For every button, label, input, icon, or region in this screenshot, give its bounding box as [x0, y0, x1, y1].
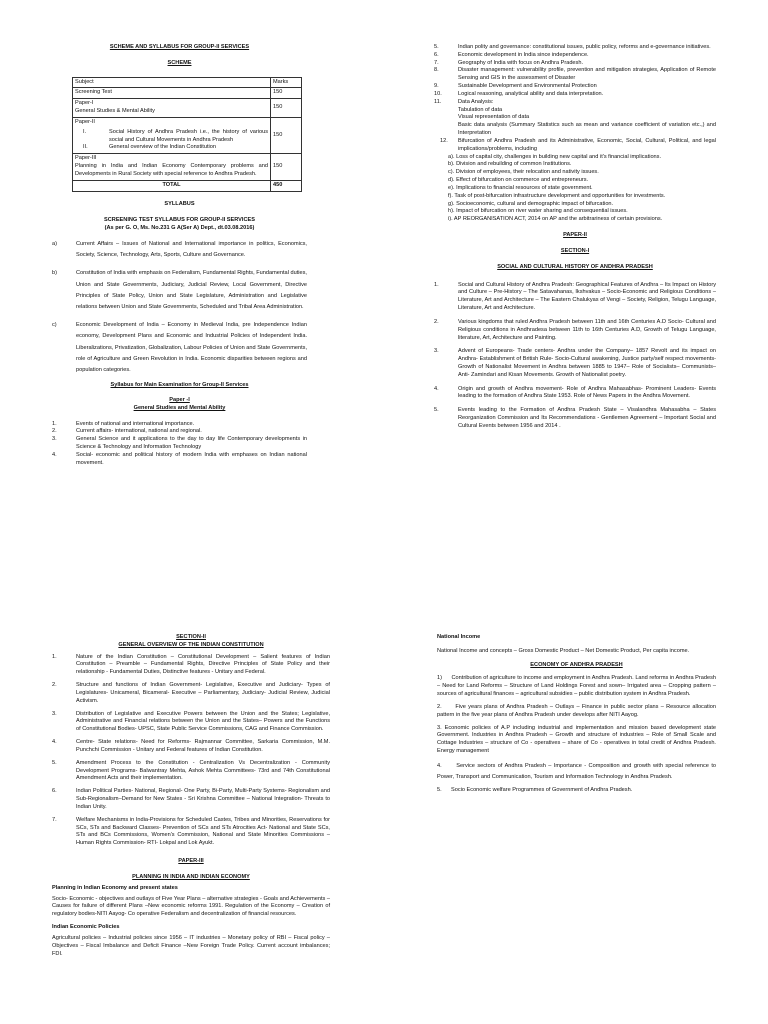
- data-analysis-line: Basic data analysis (Summary Statistics such as mean and variance coefficient of variation etc.,) and Interpretation: [458, 122, 716, 137]
- list-item-text: Social- economic and political history of modern India with emphases on Indian national movement.: [76, 451, 307, 466]
- table-cell: 150: [271, 88, 302, 99]
- list-item: [434, 83, 716, 91]
- list-item: [434, 282, 716, 313]
- list-item: [434, 52, 716, 60]
- list-item-number: 3.: [52, 710, 57, 717]
- list-item: [52, 788, 330, 811]
- paper1-list: [52, 421, 307, 468]
- section1-title: SOCIAL AND CULTURAL HISTORY OF ANDHRA PRADESH: [497, 263, 653, 270]
- list-item-text: Sustainable Development and Environmental Protection: [458, 83, 597, 90]
- list-item-text: Current Affairs – Issues of National and International importance in politics, Economics, Society, Science, Technology, Arts, Sports, Culture and Governance.: [76, 241, 307, 259]
- list-item: 1) Contribution of agriculture to income and employment in Andhra Pradesh. Land reforms in Andhra Pradesh – Need for Land Reforms – Structure of Land Holdings Forest and sown– Irrigated area – Cropping pattern – sources of agricultural finances – agricultural subsidies – public distribution system in Andhra Pradesh.: [437, 675, 718, 698]
- screening-list: [52, 239, 307, 376]
- list-item-number: 2.: [52, 428, 57, 435]
- planning-heading: Planning in Indian Economy and present states: [52, 884, 178, 891]
- national-income-text: National Income and concepts – Gross Domestic Product – Net Domestic Product, Per capita income.: [437, 647, 690, 654]
- paper-sub-item: [83, 144, 268, 152]
- list-item: [434, 67, 716, 83]
- sub-list-item: f). Task of post-bifurcation infrastructure development and opportunities for investments.: [448, 192, 666, 199]
- list-item-text: Economic Development of India – Economy in Medieval India, pre Independence Indian economy, Development Plans and Economic and Industrial Policies of Independent India. Liberalizations, Privatization, Globalization, Labour Policies of Union and State Governments, role of Agriculture and Green Revolution in India. Economic disparities between regions and population categories.: [76, 322, 307, 373]
- paper-label: Paper-II: [75, 118, 95, 125]
- list-item: [52, 760, 330, 783]
- list-item: [434, 319, 716, 342]
- list-item-number: 11.: [434, 98, 442, 105]
- data-analysis-line: Tabulation of data: [458, 106, 503, 113]
- table-row: [73, 88, 302, 99]
- list-item-text: Bifurcation of Andhra Pradesh and its Administrative, Economic, Social, Cultural, Political, and legal implications/problems, including: [458, 137, 716, 152]
- list-item: [52, 239, 307, 261]
- table-row: [73, 77, 302, 88]
- list-item-number: 2.: [52, 682, 57, 689]
- list-item-number: 6.: [434, 51, 439, 58]
- data-analysis-block: [458, 107, 716, 138]
- list-item-text: General Science and it applications to the day to day life Contemporary developments in Science & Technology and Information Technology: [76, 436, 307, 451]
- list-item: [434, 44, 716, 52]
- sub-list-item: i). AP REORGANISATION ACT, 2014 on AP and the arbitrariness of certain provisions.: [448, 216, 663, 223]
- section1-list: [434, 282, 716, 431]
- list-item: [434, 99, 716, 107]
- sub-list-item: g). Socioeconomic, cultural and demographic impact of bifurcation.: [448, 200, 614, 207]
- list-item: [52, 452, 307, 468]
- list-item: 4. Service sectors of Andhra Pradesh – Importance - Composition and growth with special reference to Power, Transport and Communication, Tourism and Information Technology in Andhra Pradesh.: [437, 762, 718, 780]
- list-item-number: 4.: [434, 385, 439, 392]
- table-row: [73, 180, 302, 191]
- sub-list-item: d). Effect of bifurcation on commerce and entrepreneurs.: [448, 177, 589, 184]
- list-item-number: 4.: [52, 451, 57, 458]
- list-item-number: 12.: [440, 137, 448, 144]
- table-cell: 450: [271, 180, 302, 191]
- table-cell: 150: [271, 117, 302, 153]
- section2-heading: SECTION-II: [176, 634, 206, 640]
- list-item: [434, 60, 716, 68]
- screening-title: SCREENING TEST SYLLABUS FOR GROUP-II SERVICES: [104, 217, 255, 224]
- list-item: [52, 268, 307, 313]
- paper-subject: General Studies & Mental Ability: [75, 108, 155, 115]
- list-item-number: a): [52, 241, 57, 248]
- list-item-number: 1.: [52, 653, 57, 660]
- list-item-number: 1.: [52, 420, 57, 427]
- planning-text: Socio- Economic - objectives and outlays of Five Year Plans – alternative strategies - Goals and Achievements – Causes for failure of different Plans –New economic reforms 1991. Regulation of the Economy – Creation of regulatory bodies-NITI Aayog- Co operative Federalism and decentralization of financial resources.: [52, 895, 330, 918]
- paper1-subtitle: General Studies and Mental Ability: [133, 404, 226, 411]
- list-item-number: 7.: [434, 59, 439, 66]
- list-item: [52, 436, 307, 452]
- scheme-table: [72, 77, 302, 192]
- list-item: [52, 817, 330, 848]
- table-cell: Marks: [271, 77, 302, 88]
- list-item-text: Data Analysis:: [458, 98, 494, 105]
- section2-list: [52, 654, 330, 848]
- paper-label: Paper-III: [75, 155, 97, 162]
- quadrant-bottom-left: [52, 634, 330, 958]
- table-cell: [73, 154, 271, 180]
- list-item-text: Structure and functions of Indian Government- Legislative, Executive and Judiciary- Types of Legislatures- Unicameral, Bicameral- Executive – Parliamentary, Judiciary- Judicial Review, Judicial Activism.: [76, 682, 330, 704]
- policies-heading: Indian Economic Policies: [52, 924, 120, 931]
- list-item-number: 4.: [52, 739, 57, 746]
- paper3-title: PLANNING IN INDIA AND INDIAN ECONOMY: [132, 873, 250, 880]
- sub-list-item: c). Division of employees, their relocation and nativity issues.: [448, 169, 599, 176]
- list-item-number: 2.: [434, 318, 439, 325]
- list-item: 5. Socio Economic welfare Programmes of Government of Andhra Pradesh.: [437, 787, 633, 794]
- list-item-number: c): [52, 322, 57, 329]
- list-item-text: Centre- State relations- Need for Reforms- Rajmannar Committee, Sarkaria Commission, M.M. Punchchi Commission - Unitary and Federal features of Indian Constitution.: [76, 739, 330, 753]
- list-item-number: 10.: [434, 90, 442, 97]
- table-row: [73, 117, 302, 153]
- list-item-number: 6.: [52, 788, 57, 795]
- quadrant-bottom-right: [437, 634, 716, 795]
- list-item-text: Disaster management: vulnerability profile, prevention and mitigation strategies, Application of Remote Sensing and GIS in the assessment of Disaster: [458, 67, 716, 82]
- list-item-text: Geography of India with focus on Andhra Pradesh.: [458, 59, 584, 66]
- list-item-text: Distribution of Legislative and Executive Powers between the Union and the States; Legislative, Administrative and Financial relations between the Union and the States– Powers and the Functions of Constitutional Bodies- UPSC, State Public Service Commissions, CAG and Finance Commission.: [76, 710, 330, 733]
- data-analysis-line: Visual representation of data: [458, 114, 530, 121]
- paper-label: Paper-I: [75, 100, 94, 107]
- list-item-text: Origin and growth of Andhra movement- Role of Andhra Mahasabhas- Prominent Leaders- Events leading to the formation of Andhra State 1953. Role of News Papers in the Andhra Movement.: [458, 385, 716, 400]
- sub-item-number: II.: [83, 144, 88, 151]
- list-item-text: Events of national and international importance.: [76, 420, 195, 427]
- main-exam-title: Syllabus for Main Examination for Group-II Services: [110, 382, 249, 389]
- list-item: [52, 421, 307, 429]
- quadrant-top-left: [52, 44, 307, 468]
- paper2-heading: PAPER-II: [563, 232, 587, 239]
- list-item-number: 9.: [434, 83, 439, 90]
- list-item-text: Constitution of India with emphasis on Federalism, Fundamental Rights, Fundamental duties, Union and State Governments, Judiciary, Judicial Review, Local Government, Directive Principles of State Policy, Union and State Legislature, Administration and Legislative relations between Union and State Governments, Scheduled and Tribal Area Administration.: [76, 270, 307, 311]
- table-row: [73, 154, 302, 180]
- list-item-number: 3.: [52, 436, 57, 443]
- list-item-number: b): [52, 270, 57, 277]
- table-cell: 150: [271, 99, 302, 118]
- table-cell: 150: [271, 154, 302, 180]
- list-item-number: 3.: [434, 348, 439, 355]
- sub-list-item: e). Implications to financial resources of state government.: [448, 184, 593, 191]
- policies-text: Agricultural policies – Industrial policies since 1956 – IT industries – Monetary policy of RBI – Fiscal policy – Objectives – Fiscal Imbalance and Deficit Finance –New Foreign Trade Policy. Current account imbalances; FDI.: [52, 934, 330, 957]
- section1-heading: SECTION-I: [560, 247, 590, 254]
- list-item: [52, 654, 330, 677]
- sub-item-text: General overview of the Indian Constitution: [109, 144, 216, 151]
- list-item: [52, 739, 330, 755]
- list-item: [52, 428, 307, 436]
- table-cell: Subject: [73, 77, 271, 88]
- table-cell: TOTAL: [73, 180, 271, 191]
- list-item-number: 5.: [434, 44, 439, 50]
- list-item-text: Nature of the Indian Constitution – Constitutional Development – Salient features of Indian Constitution – Preamble – Fundamental Rights, Directive Principles of State Policy and their relationship - Fundamental Duties, Distinctive features - Unitary and Federal.: [76, 653, 330, 676]
- list-item-number: 5.: [52, 759, 57, 766]
- paper1-continued-list: [434, 44, 716, 224]
- paper3-heading: PAPER-III: [178, 858, 204, 865]
- list-item: [52, 682, 330, 705]
- list-item-number: 1.: [434, 281, 439, 288]
- list-item: [434, 407, 716, 430]
- paper1-heading: Paper -I: [169, 396, 190, 403]
- list-item: [434, 386, 716, 402]
- sub-list-item: b). Division and rebuilding of common Institutions.: [448, 161, 572, 168]
- sub-list-item: a). Loss of capital city, challenges in building new capital and it's financial implications.: [448, 153, 662, 160]
- table-cell: Screening Test: [73, 88, 271, 99]
- bifurcation-sublist: [448, 154, 716, 224]
- list-item-number: 8.: [434, 67, 439, 74]
- list-item-text: Social and Cultural History of Andhra Pradesh: Geographical Features of Andhra – Its Impact on History and Culture – Pre-History – The Satavahanas, Ikshvakus – Socio-Economic and Religious Conditions – Literature, Art and Architecture – The Eastern Chalukyas of Vengi – Society, Religion, Telugu Language, Literature, Art and Architecture.: [458, 281, 716, 312]
- document-title: SCHEME AND SYLLABUS FOR GROUP-II SERVICES: [109, 44, 250, 50]
- paper-subject: Planning in India and Indian Economy Contemporary problems and Developments in Rural Society with special reference to Andhra Pradesh.: [75, 163, 268, 177]
- list-item-number: 7.: [52, 816, 57, 823]
- sub-list-item: h). Impact of bifurcation on river water sharing and consequential issues.: [448, 208, 628, 215]
- list-item: [52, 320, 307, 376]
- table-row: [73, 99, 302, 118]
- table-cell: [73, 99, 271, 118]
- economy-list: [437, 675, 716, 795]
- list-item-text: Indian Political Parties- National, Regional- One Party, Bi-Party, Multi-Party Systems- Regionalism and Sub-Regionalism–Demand for New States - Sri Krishna Committee – National Integration- Threats to Indian Unity.: [76, 788, 330, 810]
- list-item: [434, 138, 716, 154]
- sub-item-text: Social History of Andhra Pradesh i.e., the history of various social and Cultural Movements in Andhra Pradesh: [109, 128, 268, 143]
- economy-heading: ECONOMY OF ANDHRA PRADESH: [530, 661, 623, 668]
- syllabus-heading: SYLLABUS: [164, 200, 195, 207]
- list-item: [434, 91, 716, 99]
- list-item-text: Events leading to the Formation of Andhra Pradesh State – Visalandhra Mahasabha – States Reorganization Commission and Its Recommendations - Gentlemen Agreement – Important Social and Cultural Events between 1956 and 2014 .: [458, 407, 716, 429]
- list-item-text: Amendment Process to the Constitution - Centralization Vs Decentralization - Community Development Programs- Balwantray Mehta, Ashok Mehta Committees- 73rd and 74th Constitutional Amendment Acts and their implementation.: [76, 759, 330, 782]
- list-item: [434, 348, 716, 379]
- national-income-heading: National Income: [437, 634, 481, 640]
- list-item-text: Welfare Mechanisms in India-Provisions for Scheduled Castes, Tribes and Minorities, Reservations for SCs, STs and Backward Classes- Prevention of SCs and STs Atrocities Act- National and State SCs, STs and BCs Commissions, Women's Commission, National and State Minorities Commissions – Human Rights Commission- RTI- Lokpal and Lok Ayukt.: [76, 816, 330, 847]
- quadrant-top-right: [434, 44, 716, 431]
- list-item-text: Current affairs- international, national and regional.: [76, 428, 202, 435]
- section2-title: GENERAL OVERVIEW OF THE INDIAN CONSTITUTION: [118, 641, 264, 648]
- list-item-text: Economic development in India since independence.: [458, 51, 589, 58]
- screening-subtitle: (As per G. O, Ms. No.231 G A(Ser A) Dept., dt.03.08.2016): [104, 225, 255, 232]
- scheme-heading: SCHEME: [167, 59, 192, 66]
- list-item: [52, 711, 330, 734]
- list-item: 2. Five years plans of Andhra Pradesh – Outlays – Finance in public sector plans – Resource allocation pattern in the five year plans of Andhra Pradesh under develops after NITI Aayog.: [437, 703, 718, 718]
- list-item-number: 5.: [434, 407, 439, 414]
- list-item-text: Advent of Europeans- Trade centers- Andhra under the Company– 1857 Revolt and its impact on Andhra- Establishment of British Rule- Socio-Cultural awakening, Justice party/self respect movements- Growth of Nationalist Movement in Andhra between 1885 to 1947– Role of Socialists– Communists– Anti- Zamindari and Kisan Movements. Growth of Nationalist poetry.: [458, 348, 716, 378]
- paper-sub-item: [83, 129, 268, 145]
- sub-item-number: I.: [83, 128, 87, 135]
- list-item: 3. Economic policies of A.P including industrial and implementation and mission based development state Government. Industries in Andhra Pradesh – Growth and structure of industries – Role of Small Scale and Cottage Industries – structure of Co - operatives – share of Co - operatives in total credit of Andhra Pradesh. Energy management: [437, 724, 718, 755]
- table-cell: [73, 117, 271, 153]
- list-item-text: Various kingdoms that ruled Andhra Pradesh between 11th and 16th Centuries A.D Socio- Cultural and Religious conditions in Andhradesa between 11th to 16th Centuries A.D, Growth of Telugu Language, literature, Art, Architecture and Painting.: [458, 318, 716, 341]
- list-item-text: Logical reasoning, analytical ability and data interpretation.: [458, 90, 604, 97]
- list-item-text: Indian polity and governance: constitutional issues, public policy, reforms and e-governance initiatives.: [458, 44, 711, 50]
